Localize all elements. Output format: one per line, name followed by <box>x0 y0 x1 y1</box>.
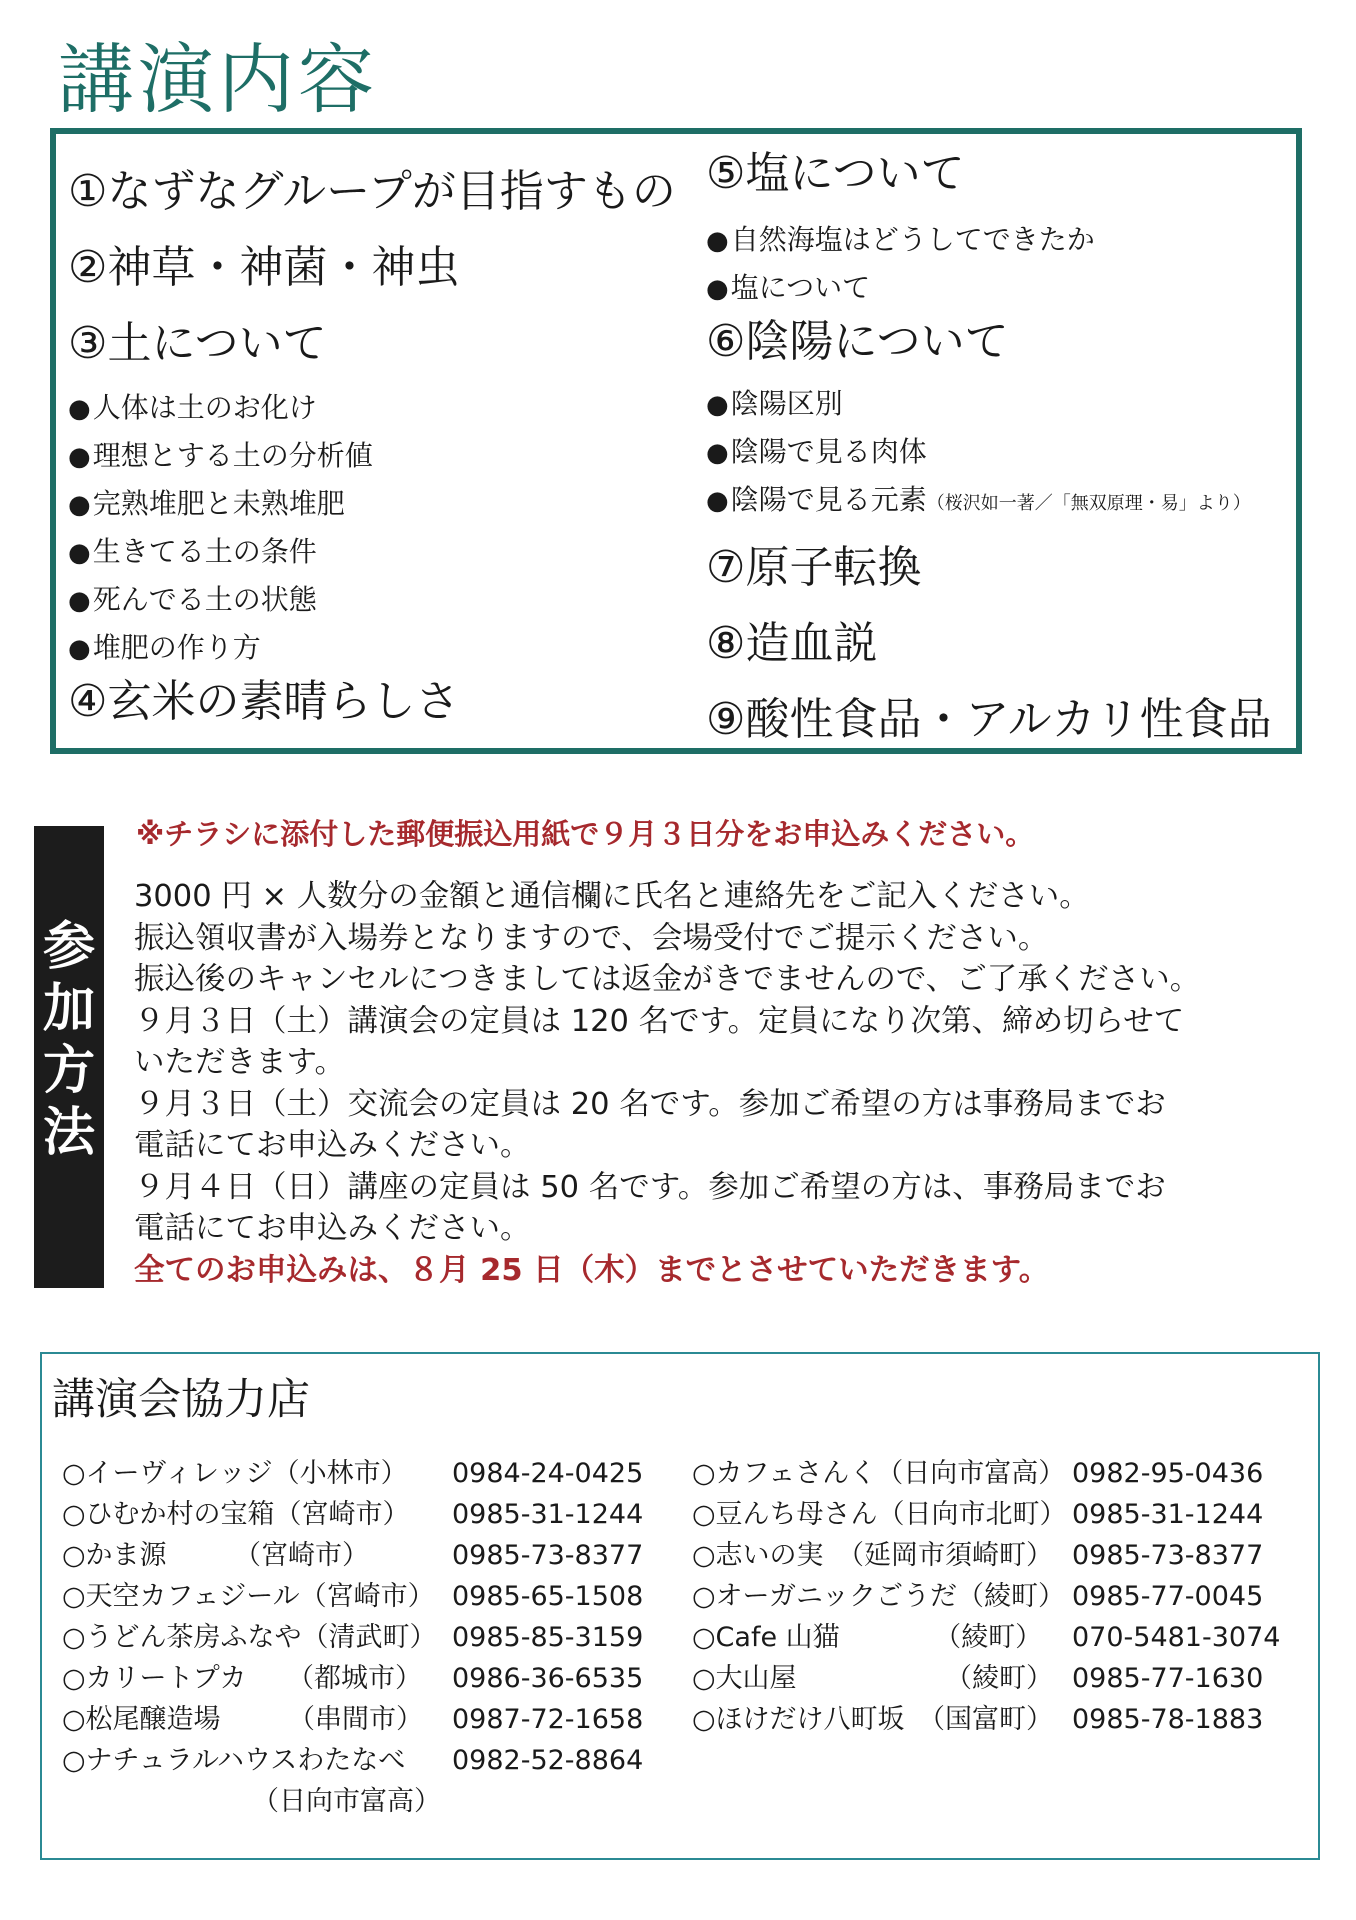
shop-phone: 0985-31-1244 <box>452 1499 644 1530</box>
method-line: 電話にてお申込みください。 <box>134 1211 531 1246</box>
method-line: 振込領収書が入場券となりますので、会場受付でご提示ください。 <box>134 920 1049 956</box>
shop-phone: 0985-31-1244 <box>1072 1499 1264 1530</box>
shop-entry <box>62 1741 644 1781</box>
lecture-heading-1: ①なずなグループが目指すもの <box>68 166 676 217</box>
lecture-item-text: 完熟堆肥と未熟堆肥 <box>92 487 345 520</box>
lecture-item-text: 陰陽区別 <box>730 387 843 420</box>
bullet-icon: ● <box>706 226 729 256</box>
shop-entry <box>62 1577 644 1617</box>
shop-name: ○天空カフェジール（宮崎市） <box>62 1581 435 1612</box>
shop-entry <box>62 1454 644 1494</box>
method-line: いただきます。 <box>134 1045 346 1080</box>
label-char: 参 <box>42 917 95 977</box>
shop-name: ○ナチュラルハウスわたなべ <box>62 1745 406 1776</box>
lecture-item <box>706 268 870 309</box>
lecture-item <box>68 484 345 525</box>
method-deadline: 全てのお申込みは、８月 25 日（木）までとさせていただきます。 <box>134 1252 1050 1288</box>
method-line: 電話にてお申込みください。 <box>134 1128 531 1163</box>
partner-shops-box <box>40 1352 1320 1860</box>
method-line: ９月３日（土）交流会の定員は 20 名です。参加ご希望の方は事務局までお <box>134 1086 1166 1122</box>
shop-phone: 0985-85-3159 <box>452 1622 644 1653</box>
method-line: ９月４日（日）講座の定員は 50 名です。参加ご希望の方は、事務局までお <box>134 1169 1166 1205</box>
shop-phone: 0986-36-6535 <box>452 1663 644 1694</box>
lecture-item <box>68 388 317 429</box>
shop-name: ○うどん茶房ふなや（清武町） <box>62 1622 437 1653</box>
shop-entry <box>692 1700 1264 1740</box>
page-title: 講演内容 <box>58 35 378 124</box>
shop-name: ○かま源 （宮崎市） <box>62 1540 370 1571</box>
shop-name: ○Cafe 山猫 （綾町） <box>692 1622 1043 1653</box>
shop-phone: 0985-77-1630 <box>1072 1663 1264 1694</box>
participation-method-label <box>34 916 104 1164</box>
shop-name: ○大山屋 （綾町） <box>692 1663 1054 1694</box>
lecture-heading-8: ⑧造血説 <box>706 618 878 669</box>
label-char: 加 <box>42 979 95 1039</box>
lecture-heading-6: ⑥陰陽について <box>706 316 1009 367</box>
lecture-item-text: 人体は土のお化け <box>92 391 317 424</box>
lecture-heading-9: ⑨酸性食品・アルカリ性食品 <box>706 694 1272 745</box>
method-body <box>134 876 1324 1291</box>
shop-name: ○イーヴィレッジ（小林市） <box>62 1458 408 1489</box>
shop-name: ○カフェさんく（日向市富高） <box>692 1458 1066 1489</box>
shop-name: ○ほけだけ八町坂 （国富町） <box>692 1704 1054 1735</box>
lecture-item <box>68 436 373 477</box>
shop-entry <box>692 1659 1264 1699</box>
shop-phone: 0982-95-0436 <box>1072 1458 1264 1489</box>
lecture-item <box>706 220 1095 261</box>
lecture-heading-3: ③土について <box>68 318 327 369</box>
shop-name: ○豆んち母さん（日向市北町） <box>692 1499 1067 1530</box>
lecture-item-text: 陰陽で見る肉体 <box>730 435 927 468</box>
bullet-icon: ● <box>706 390 729 420</box>
lecture-heading-7: ⑦原子転換 <box>706 542 922 593</box>
bullet-icon: ● <box>68 634 91 664</box>
lecture-item-text: 堆肥の作り方 <box>92 631 261 664</box>
shop-name: ○オーガニックごうだ（綾町） <box>692 1581 1065 1612</box>
lecture-heading-5: ⑤塩について <box>706 148 965 199</box>
label-char: 法 <box>42 1103 95 1163</box>
shop-entry <box>692 1536 1264 1576</box>
lecture-item-note: （桜沢如一著／「無双原理・易」より） <box>926 493 1251 514</box>
shop-entry-location: （日向市富高） <box>252 1786 441 1817</box>
shops-title: 講演会協力店 <box>52 1375 310 1425</box>
lecture-item <box>706 480 1251 524</box>
shop-name: ○ひむか村の宝箱（宮崎市） <box>62 1499 410 1530</box>
bullet-icon: ● <box>68 586 91 616</box>
method-line: ９月３日（土）講演会の定員は 120 名です。定員になり次第、締め切らせて <box>134 1003 1185 1039</box>
lecture-item <box>68 580 317 621</box>
shop-phone: 0985-78-1883 <box>1072 1704 1264 1735</box>
lecture-heading-2: ②神草・神菌・神虫 <box>68 242 460 293</box>
bullet-icon: ● <box>68 538 91 568</box>
lecture-heading-4: ④玄米の素晴らしさ <box>68 676 460 727</box>
lecture-item-text: 自然海塩はどうしてできたか <box>730 223 1095 256</box>
lecture-item <box>706 384 843 425</box>
shop-entry <box>62 1536 644 1576</box>
label-char: 方 <box>42 1041 95 1101</box>
shop-entry <box>62 1618 644 1658</box>
shop-phone: 0985-65-1508 <box>452 1581 644 1612</box>
shop-name: ○志いの実 （延岡市須崎町） <box>692 1540 1054 1571</box>
lecture-item <box>68 628 261 669</box>
bullet-icon: ● <box>706 486 729 516</box>
shop-entry <box>692 1618 1281 1658</box>
shop-phone: 0982-52-8864 <box>452 1745 644 1776</box>
shop-phone: 0985-73-8377 <box>1072 1540 1264 1571</box>
shop-entry <box>62 1659 644 1699</box>
lecture-item-text: 塩について <box>730 271 871 304</box>
lecture-item <box>68 532 317 573</box>
method-line: 3000 円 × 人数分の金額と通信欄に氏名と連絡先をご記入ください。 <box>134 879 1090 914</box>
shop-entry <box>692 1454 1264 1494</box>
lecture-item-text: 死んでる土の状態 <box>92 583 317 616</box>
lecture-item <box>706 432 927 473</box>
participation-method-label-bar <box>34 826 104 1288</box>
shop-entry <box>692 1577 1264 1617</box>
lecture-item-text: 陰陽で見る元素 <box>730 483 927 516</box>
bullet-icon: ● <box>68 394 91 424</box>
bullet-icon: ● <box>706 274 729 304</box>
lecture-content-box <box>50 128 1302 754</box>
shop-phone: 070-5481-3074 <box>1072 1622 1281 1653</box>
shop-entry <box>62 1495 644 1535</box>
method-notice: ※チラシに添付した郵便振込用紙で９月３日分をお申込みください。 <box>136 817 1035 851</box>
shop-name: ○カリートプカ （都城市） <box>62 1663 422 1694</box>
bullet-icon: ● <box>68 442 91 472</box>
method-line: 振込後のキャンセルにつきましては返金がきでませんので、ご了承ください。 <box>134 962 1201 997</box>
shop-entry <box>692 1495 1264 1535</box>
shop-phone: 0987-72-1658 <box>452 1704 644 1735</box>
shop-phone: 0985-77-0045 <box>1072 1581 1264 1612</box>
shop-phone: 0985-73-8377 <box>452 1540 644 1571</box>
shop-name: ○松尾醸造場 （串間市） <box>62 1704 424 1735</box>
lecture-item-text: 理想とする土の分析値 <box>92 439 373 472</box>
bullet-icon: ● <box>68 490 91 520</box>
bullet-icon: ● <box>706 438 729 468</box>
lecture-item-text: 生きてる土の条件 <box>92 535 317 568</box>
shop-entry <box>62 1700 644 1740</box>
shop-phone: 0984-24-0425 <box>452 1458 644 1489</box>
